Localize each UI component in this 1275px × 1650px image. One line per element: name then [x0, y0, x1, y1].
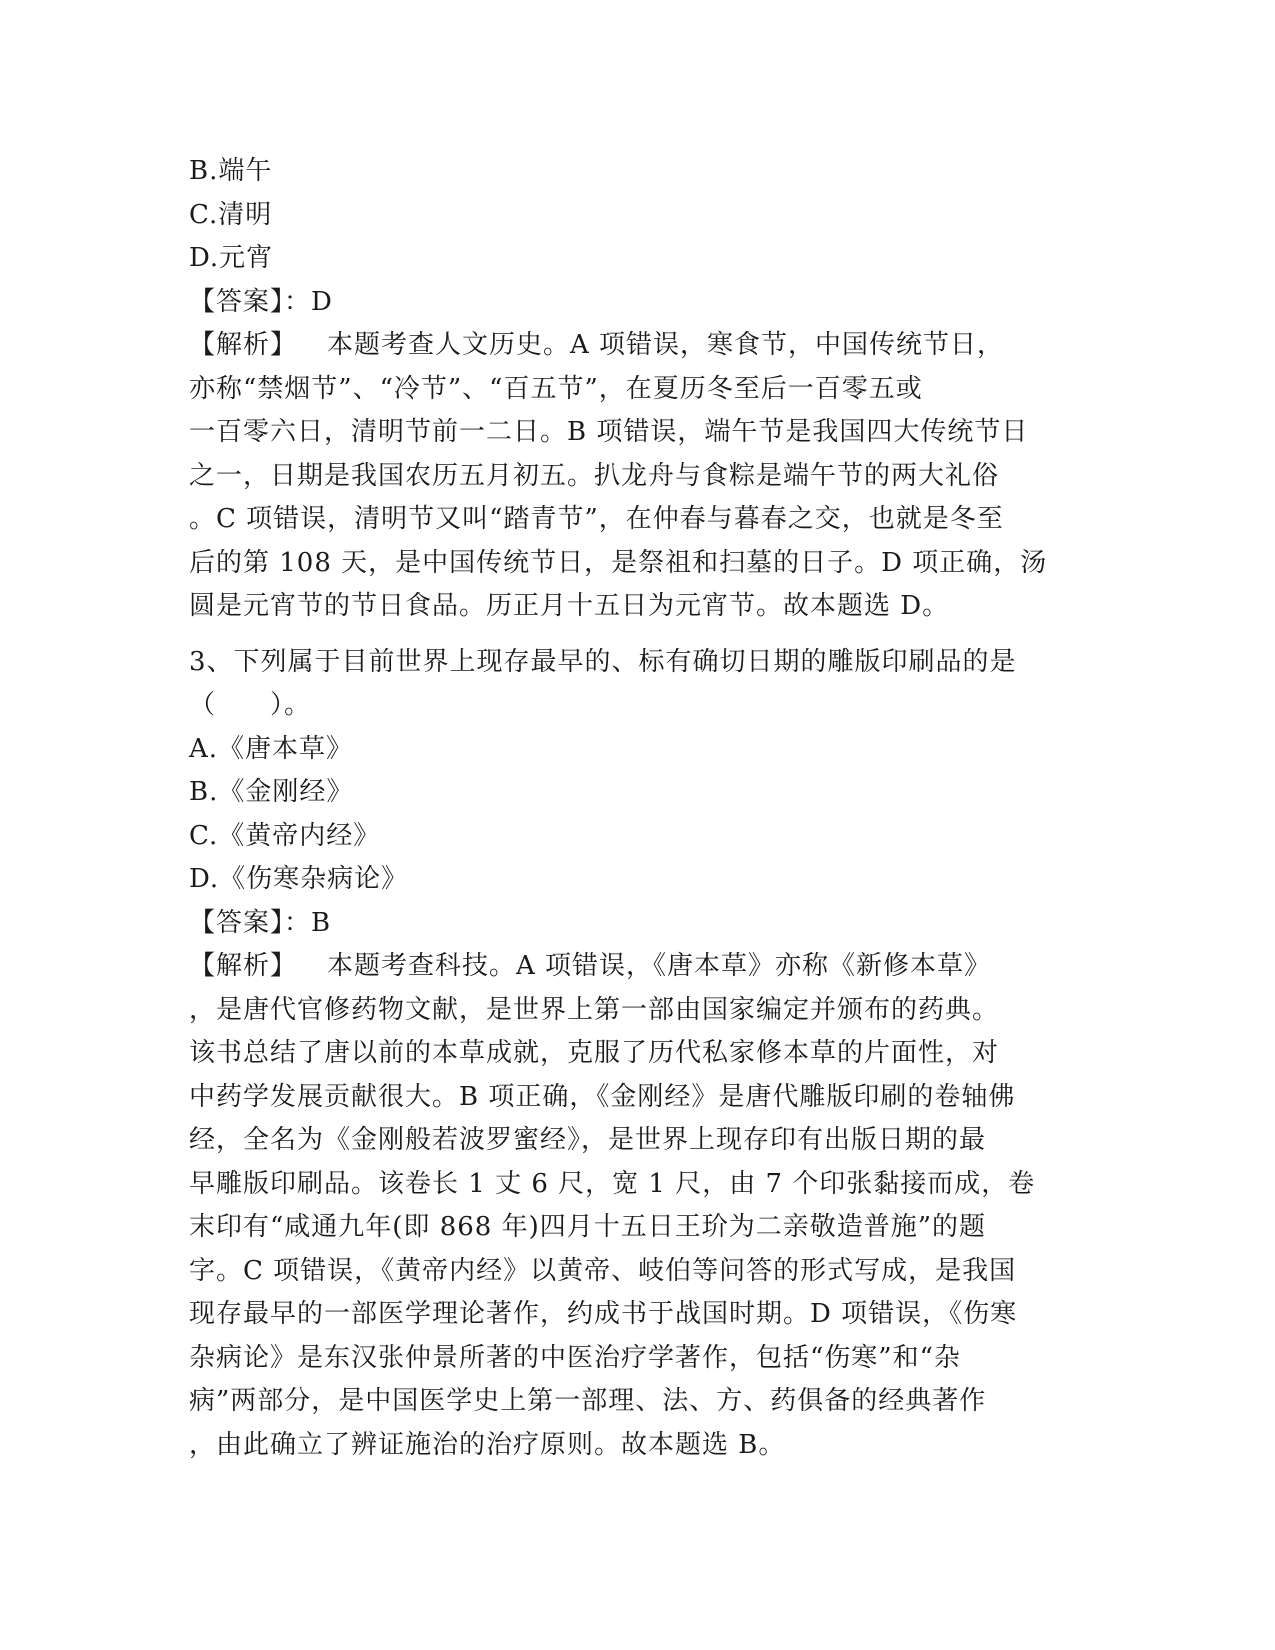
q3-analysis-line-1 — [189, 945, 1084, 989]
q3-answer-value: B — [311, 907, 332, 938]
q3-analysis-line-5: 经，全名为《金刚般若波罗蜜经》，是世界上现存印有出版日期的最 — [189, 1125, 987, 1155]
question-gap — [189, 629, 1084, 641]
q2-analysis-line-6: 后的第 108 天，是中国传统节日，是祭祖和扫墓的日子。D 项正确，汤 — [189, 547, 1048, 578]
q3-analysis-line-11: 病”两部分，是中国医学史上第一部理、法、方、药俱备的经典著作 — [189, 1386, 987, 1416]
q3-analysis-line-2: ，是唐代官修药物文献，是世界上第一部由国家编定并颁布的药典。 — [189, 994, 1000, 1025]
q3-question-line-2: （ ）。 — [189, 690, 312, 720]
q3-option-a: A.《唐本草》 — [189, 733, 354, 764]
q3-analysis-line-3: 该书总结了唐以前的本草成就，克服了历代私家修本草的片面性，对 — [189, 1038, 1000, 1068]
q3-option-d: D.《伤寒杂病论》 — [189, 864, 409, 894]
q2-analysis-line-4: 之一，日期是我国农历五月初五。扒龙舟与食粽是端午节的两大礼俗 — [189, 460, 1000, 491]
q2-answer — [189, 281, 1084, 325]
q2-analysis-line-7: 圆是元宵节的节日食品。历正月十五日为元宵节。故本题选 D。 — [189, 591, 950, 621]
q3-analysis-line-12: ，由此确立了辨证施治的治疗原则。故本题选 B。 — [189, 1429, 786, 1460]
q3-analysis-label: 【解析】 — [189, 951, 298, 981]
q3-analysis-text-1: 本题考查科技。A 项错误，《唐本草》亦称《新修本草》 — [327, 951, 992, 981]
q2-analysis-line-3: 一百零六日，清明节前一二日。B 项错误，端午节是我国四大传统节日 — [189, 417, 1029, 447]
q3-option-c: C.《黄帝内经》 — [189, 820, 381, 851]
q2-option-d: D.元宵 — [189, 243, 274, 273]
q3-analysis-line-7: 末印有“咸通九年(即 868 年)四月十五日王玠为二亲敬造普施”的题 — [189, 1212, 987, 1242]
q3-analysis-line-8: 字。C 项错误，《黄帝内经》以黄帝、岐伯等问答的形式写成，是我国 — [189, 1255, 1017, 1286]
q2-analysis-text-1: 本题考查人文历史。A 项错误，寒食节，中国传统节日， — [327, 330, 1005, 360]
q3-question-line-1: 3、下列属于目前世界上现存最早的、标有确切日期的雕版印刷品的是 — [189, 646, 1017, 677]
q2-analysis-line-2: 亦称“禁烟节”、“冷节”、“百五节”，在夏历冬至后一百零五或 — [189, 373, 923, 404]
q2-answer-value: D — [311, 286, 333, 317]
q3-analysis-line-9: 现存最早的一部医学理论著作，约成书于战国时期。D 项错误，《伤寒 — [189, 1299, 1018, 1329]
q2-option-b: B.端午 — [189, 156, 273, 186]
q3-analysis-line-10: 杂病论》是东汉张仲景所著的中医治疗学著作，包括“伤寒”和“杂 — [189, 1342, 961, 1373]
q3-answer-label: 【答案】： — [189, 907, 312, 938]
document-body — [189, 150, 1084, 1467]
q3-answer — [189, 902, 1084, 946]
q2-answer-label: 【答案】： — [189, 286, 312, 317]
q3-analysis-line-6: 早雕版印刷品。该卷长 1 丈 6 尺，宽 1 尺，由 7 个印张黏接而成，卷 — [189, 1168, 1036, 1199]
q3-analysis-line-4: 中药学发展贡献很大。B 项正确，《金刚经》是唐代雕版印刷的卷轴佛 — [189, 1081, 1016, 1112]
q2-option-c: C.清明 — [189, 199, 273, 230]
q3-option-b: B.《金刚经》 — [189, 777, 354, 807]
q2-analysis-line-5: 。C 项错误，清明节又叫“踏青节”，在仲春与暮春之交，也就是冬至 — [189, 504, 1004, 534]
q2-analysis-label: 【解析】 — [189, 330, 298, 360]
q2-analysis-line-1 — [189, 324, 1084, 368]
